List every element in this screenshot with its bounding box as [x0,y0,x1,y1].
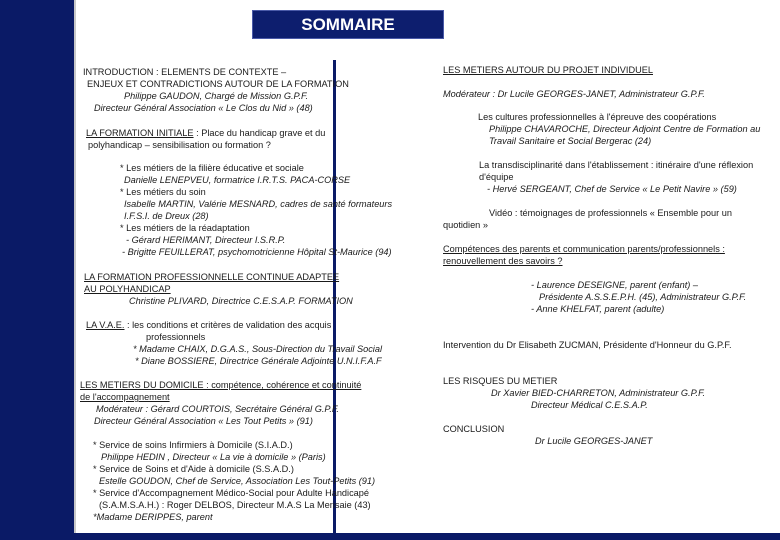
fi-line-3: Isabelle MARTIN, Valérie MESNARD, cadres de santé formateurs [124,199,393,209]
page-title: SOMMAIRE [252,10,444,39]
transdisc-line2: d'équipe [479,172,514,182]
competences-line2: Présidente A.S.S.E.P.H. (45), Administrateur G.P.F. [539,292,747,302]
dom-line-2: * Service de Soins et d'Aide à domicile (S.S.A.D.) [93,464,294,474]
formation-continue-speaker: Christine PLIVARD, Directrice C.E.S.A.P. FORMATION [129,296,353,306]
fi-line-0: * Les métiers de la filière éducative et sociale [120,163,304,173]
bottom-strip [0,533,780,540]
intervention-zucman: Intervention du Dr Elisabeth ZUCMAN, Présidente d'Honneur du G.P.F. [443,340,732,350]
fi-line-5: * Les métiers de la réadaptation [120,223,250,233]
vae-heading [86,320,331,332]
domicile-moderator-1: Modérateur : Gérard COURTOIS, Secrétaire Général G.P.F. [96,404,339,414]
fi-line-1: Danielle LENEPVEU, formatrice I.R.T.S. PACA-CORSE [124,175,351,185]
competences-line3: - Anne KHELFAT, parent (adulte) [531,304,665,314]
dom-line-1: Philippe HEDIN , Directeur « La vie à domicile » (Paris) [101,452,326,462]
conclusion-heading: CONCLUSION [443,424,505,434]
video-line2: quotidien » [443,220,488,230]
conclusion-speaker: Dr Lucile GEORGES-JANET [535,436,653,446]
vae-subtitle: : les conditions et critères de validation des acquis [124,320,332,330]
intro-speaker-line1: Philippe GAUDON, Chargé de Mission G.P.F. [124,91,308,101]
formation-continue-heading-line1: LA FORMATION PROFESSIONNELLE CONTINUE ADAPTEE [84,272,340,282]
video-line1: Vidéo : témoignages de professionnels « Ensemble pour un [489,208,732,218]
domicile-heading-line2: de l'accompagnement [80,392,170,402]
vae-heading-line2: professionnels [146,332,206,342]
fi-line-4: I.F.S.I. de Dreux (28) [124,211,209,221]
cultures-line3: Travail Sanitaire et Social Bergerac (24) [489,136,652,146]
projet-moderator: Modérateur : Dr Lucile GEORGES-JANET, Administrateur G.P.F. [443,89,705,99]
projet-heading: LES METIERS AUTOUR DU PROJET INDIVIDUEL [443,65,653,75]
risques-line1: Dr Xavier BIED-CHARRETON, Administrateur G.P.F. [491,388,706,398]
intro-speaker-line2: Directeur Général Association « Le Clos du Nid » (48) [94,103,313,113]
dom-line-6: *Madame DERIPPES, parent [93,512,213,522]
vae-title: LA V.A.E. [86,320,125,330]
transdisc-line1: La transdisciplinarité dans l'établissement : itinéraire d'une réflexion [479,160,754,170]
intro-heading-line2: ENJEUX ET CONTRADICTIONS AUTOUR DE LA FORMATION [87,79,349,89]
dom-line-3: Estelle GOUDON, Chef de Service, Association Les Tout-Petits (91) [99,476,376,486]
formation-continue-heading-line2: AU POLYHANDICAP [84,284,171,294]
formation-initiale-heading-line2: polyhandicap – sensibilisation ou formation ? [88,140,271,150]
fi-line-7: - Brigitte FEUILLERAT, psychomotricienne Hôpital St-Maurice (94) [122,247,392,257]
formation-initiale-title: LA FORMATION INITIALE [86,128,194,138]
fi-line-2: * Les métiers du soin [120,187,206,197]
dom-line-0: * Service de soins Infirmiers à Domicile (S.I.A.D.) [93,440,293,450]
dom-line-4: * Service d'Accompagnement Médico-Social pour Adulte Handicapé [93,488,370,498]
competences-heading-line2: renouvellement des savoirs ? [443,256,563,266]
formation-initiale-subtitle: : Place du handicap grave et du [193,128,326,138]
formation-initiale-heading [86,128,325,140]
dom-line-5: (S.A.M.S.A.H.) : Roger DELBOS, Directeur M.A.S La Merisaie (43) [99,500,371,510]
vae-speaker-2: * Diane BOSSIERE, Directrice Générale Adjointe U.N.I.F.A.F [135,356,382,366]
left-decorative-band [0,0,74,540]
risques-line2: Directeur Médical C.E.S.A.P. [531,400,648,410]
risques-heading: LES RISQUES DU METIER [443,376,558,386]
fi-line-6: - Gérard HERIMANT, Directeur I.S.R.P. [126,235,286,245]
transdisc-line3: - Hervé SERGEANT, Chef de Service « Le Petit Navire » (59) [487,184,737,194]
vae-speaker-1: * Madame CHAIX, D.G.A.S., Sous-Direction du Travail Social [133,344,382,354]
intro-heading-line1: INTRODUCTION : ELEMENTS DE CONTEXTE – [83,67,287,77]
domicile-heading-line1: LES METIERS DU DOMICILE : compétence, cohérence et continuité [80,380,362,390]
competences-line1: - Laurence DESEIGNE, parent (enfant) – [531,280,698,290]
cultures-line1: Les cultures professionnelles à l'épreuve des coopérations [478,112,717,122]
competences-heading-line1: Compétences des parents et communication parents/professionnels : [443,244,725,254]
domicile-moderator-2: Directeur Général Association « Les Tout Petits » (91) [94,416,313,426]
cultures-line2: Philippe CHAVAROCHE, Directeur Adjoint Centre de Formation au [489,124,761,134]
